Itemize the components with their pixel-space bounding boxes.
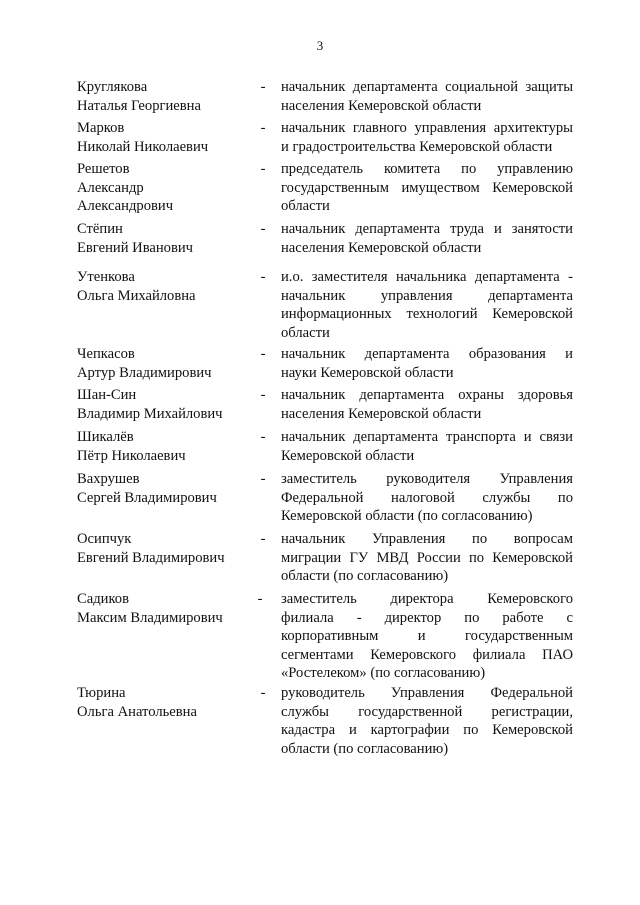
person-name: Осипчук Евгений Владимирович <box>77 531 225 566</box>
position-description: начальник департамента охраны здоровья населения Кемеровской области <box>281 387 573 422</box>
position-description: и.о. заместителя начальника департамента - начальник управления департамента информационных технологий Кемеровской области <box>281 269 573 341</box>
person-name: Шикалёв Пётр Николаевич <box>77 429 186 464</box>
person-name: Утенкова Ольга Михайловна <box>77 269 196 304</box>
dash-separator: - <box>257 591 263 607</box>
person-name: Тюрина Ольга Анатольевна <box>77 685 197 720</box>
position-description: заместитель директора Кемеровского филиала - директор по работе с корпоративным и государственным сегментами Кемеровского филиала ПАО «Ростелеком» (по согласованию) <box>281 591 573 681</box>
person-name: Садиков Максим Владимирович <box>77 591 223 626</box>
person-name: Стёпин Евгений Иванович <box>77 221 194 256</box>
person-name: Вахрушев Сергей Владимирович <box>77 471 217 506</box>
position-description: заместитель руководителя Управления Федеральной налоговой службы по Кемеровской области (по согласованию) <box>281 471 573 524</box>
position-description: начальник Управления по вопросам миграции ГУ МВД России по Кемеровской области (по согласованию) <box>281 531 573 584</box>
dash-separator: - <box>260 161 266 177</box>
person-name: Шан-Син Владимир Михайлович <box>77 387 223 422</box>
dash-separator: - <box>260 387 266 403</box>
position-description: председатель комитета по управлению государственным имуществом Кемеровской области <box>281 161 573 214</box>
dash-separator: - <box>260 269 266 285</box>
person-name: Решетов Александр Александрович <box>77 161 174 214</box>
position-description: руководитель Управления Федеральной службы государственной регистрации, кадастра и картографии по Кемеровской области (по согласованию) <box>281 685 573 757</box>
person-name: Круглякова Наталья Георгиевна <box>77 79 201 114</box>
dash-separator: - <box>260 79 266 95</box>
dash-separator: - <box>260 221 266 237</box>
dash-separator: - <box>260 531 266 547</box>
dash-separator: - <box>260 429 266 445</box>
dash-separator: - <box>260 346 266 362</box>
page-number: 3 <box>316 38 324 53</box>
person-name: Чепкасов Артур Владимирович <box>77 346 212 381</box>
dash-separator: - <box>260 471 266 487</box>
dash-separator: - <box>260 685 266 701</box>
person-name: Марков Николай Николаевич <box>77 120 209 155</box>
position-description: начальник главного управления архитектуры и градостроительства Кемеровской области <box>281 120 573 155</box>
dash-separator: - <box>260 120 266 136</box>
position-description: начальник департамента труда и занятости населения Кемеровской области <box>281 221 573 256</box>
position-description: начальник департамента транспорта и связи Кемеровской области <box>281 429 573 464</box>
position-description: начальник департамента социальной защиты населения Кемеровской области <box>281 79 573 114</box>
position-description: начальник департамента образования и науки Кемеровской области <box>281 346 573 381</box>
